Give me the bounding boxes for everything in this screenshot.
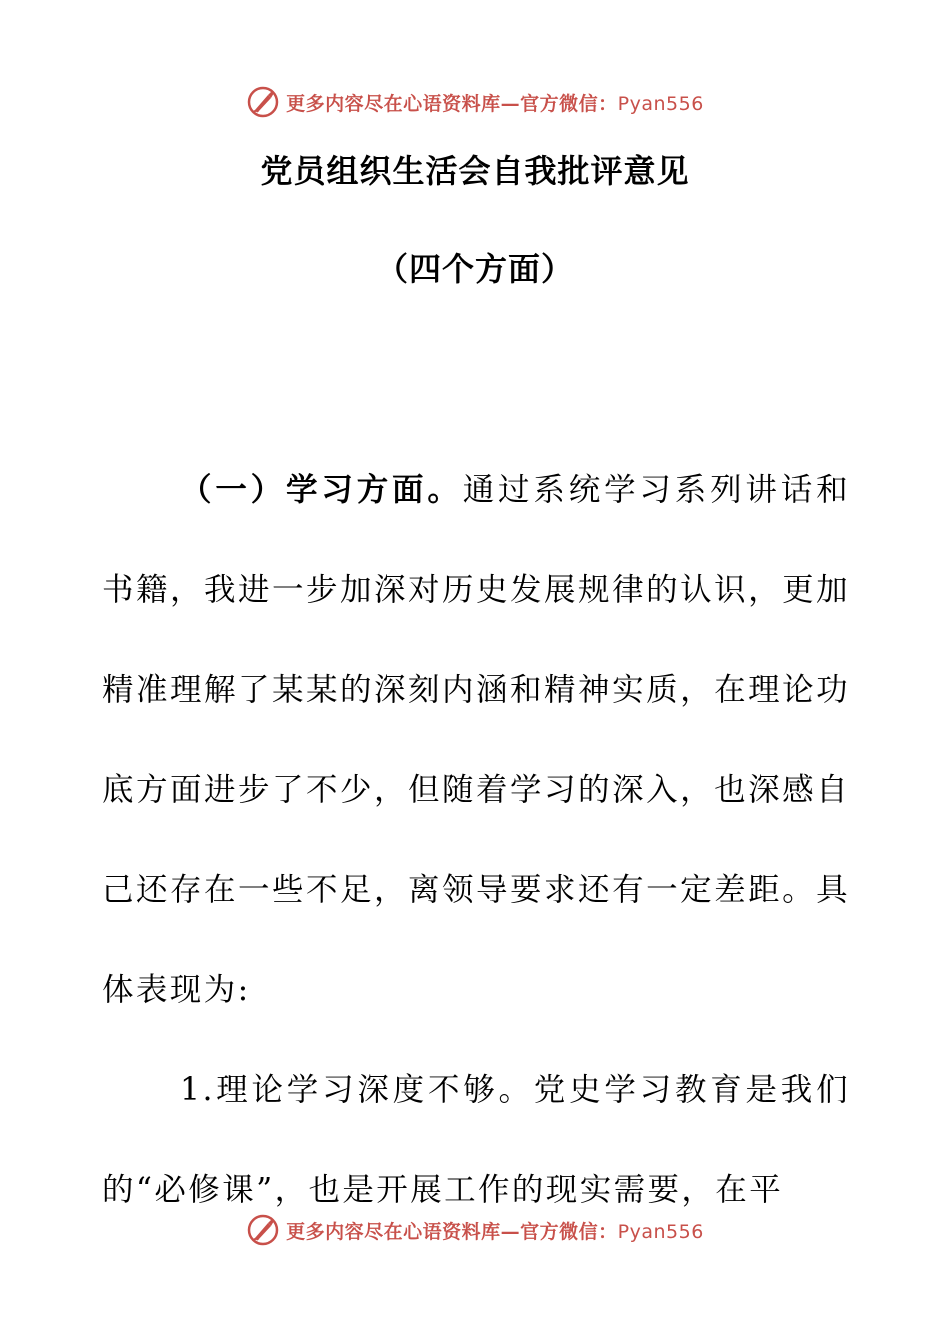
paragraph-study (102, 440, 850, 1040)
pen-seal-icon (246, 1213, 280, 1247)
pen-seal-icon (246, 85, 280, 119)
paragraph-text: 通过系统学习系列讲话和书籍，我进一步加深对历史发展规律的认识，更加精准理解了某某的深刻内涵和精神实质，在理论功底方面进步了不少，但随着学习的深入，也深感自己还存在一些不足，离领导要求还有一定差距。具体表现为: (102, 472, 851, 1008)
watermark-id: Pyan556 (617, 92, 704, 115)
document-subtitle: （四个方面） (375, 250, 574, 288)
watermark-text: 更多内容尽在心语资料库—官方微信：Pyan556 (286, 1220, 704, 1243)
watermark-footer (0, 1210, 950, 1250)
paragraph-text: 1.理论学习深度不够。党史学习教育是我们的“必修课”，也是开展工作的现实需要，在平 (102, 1072, 850, 1208)
paragraph-heading: （一）学习方面。 (180, 471, 463, 508)
watermark-header (0, 82, 950, 122)
watermark-id: Pyan556 (617, 1220, 704, 1243)
document-title: 党员组织生活会自我批评意见 (260, 152, 690, 190)
watermark-text: 更多内容尽在心语资料库—官方微信：Pyan556 (286, 92, 704, 115)
document-body (102, 440, 850, 1240)
